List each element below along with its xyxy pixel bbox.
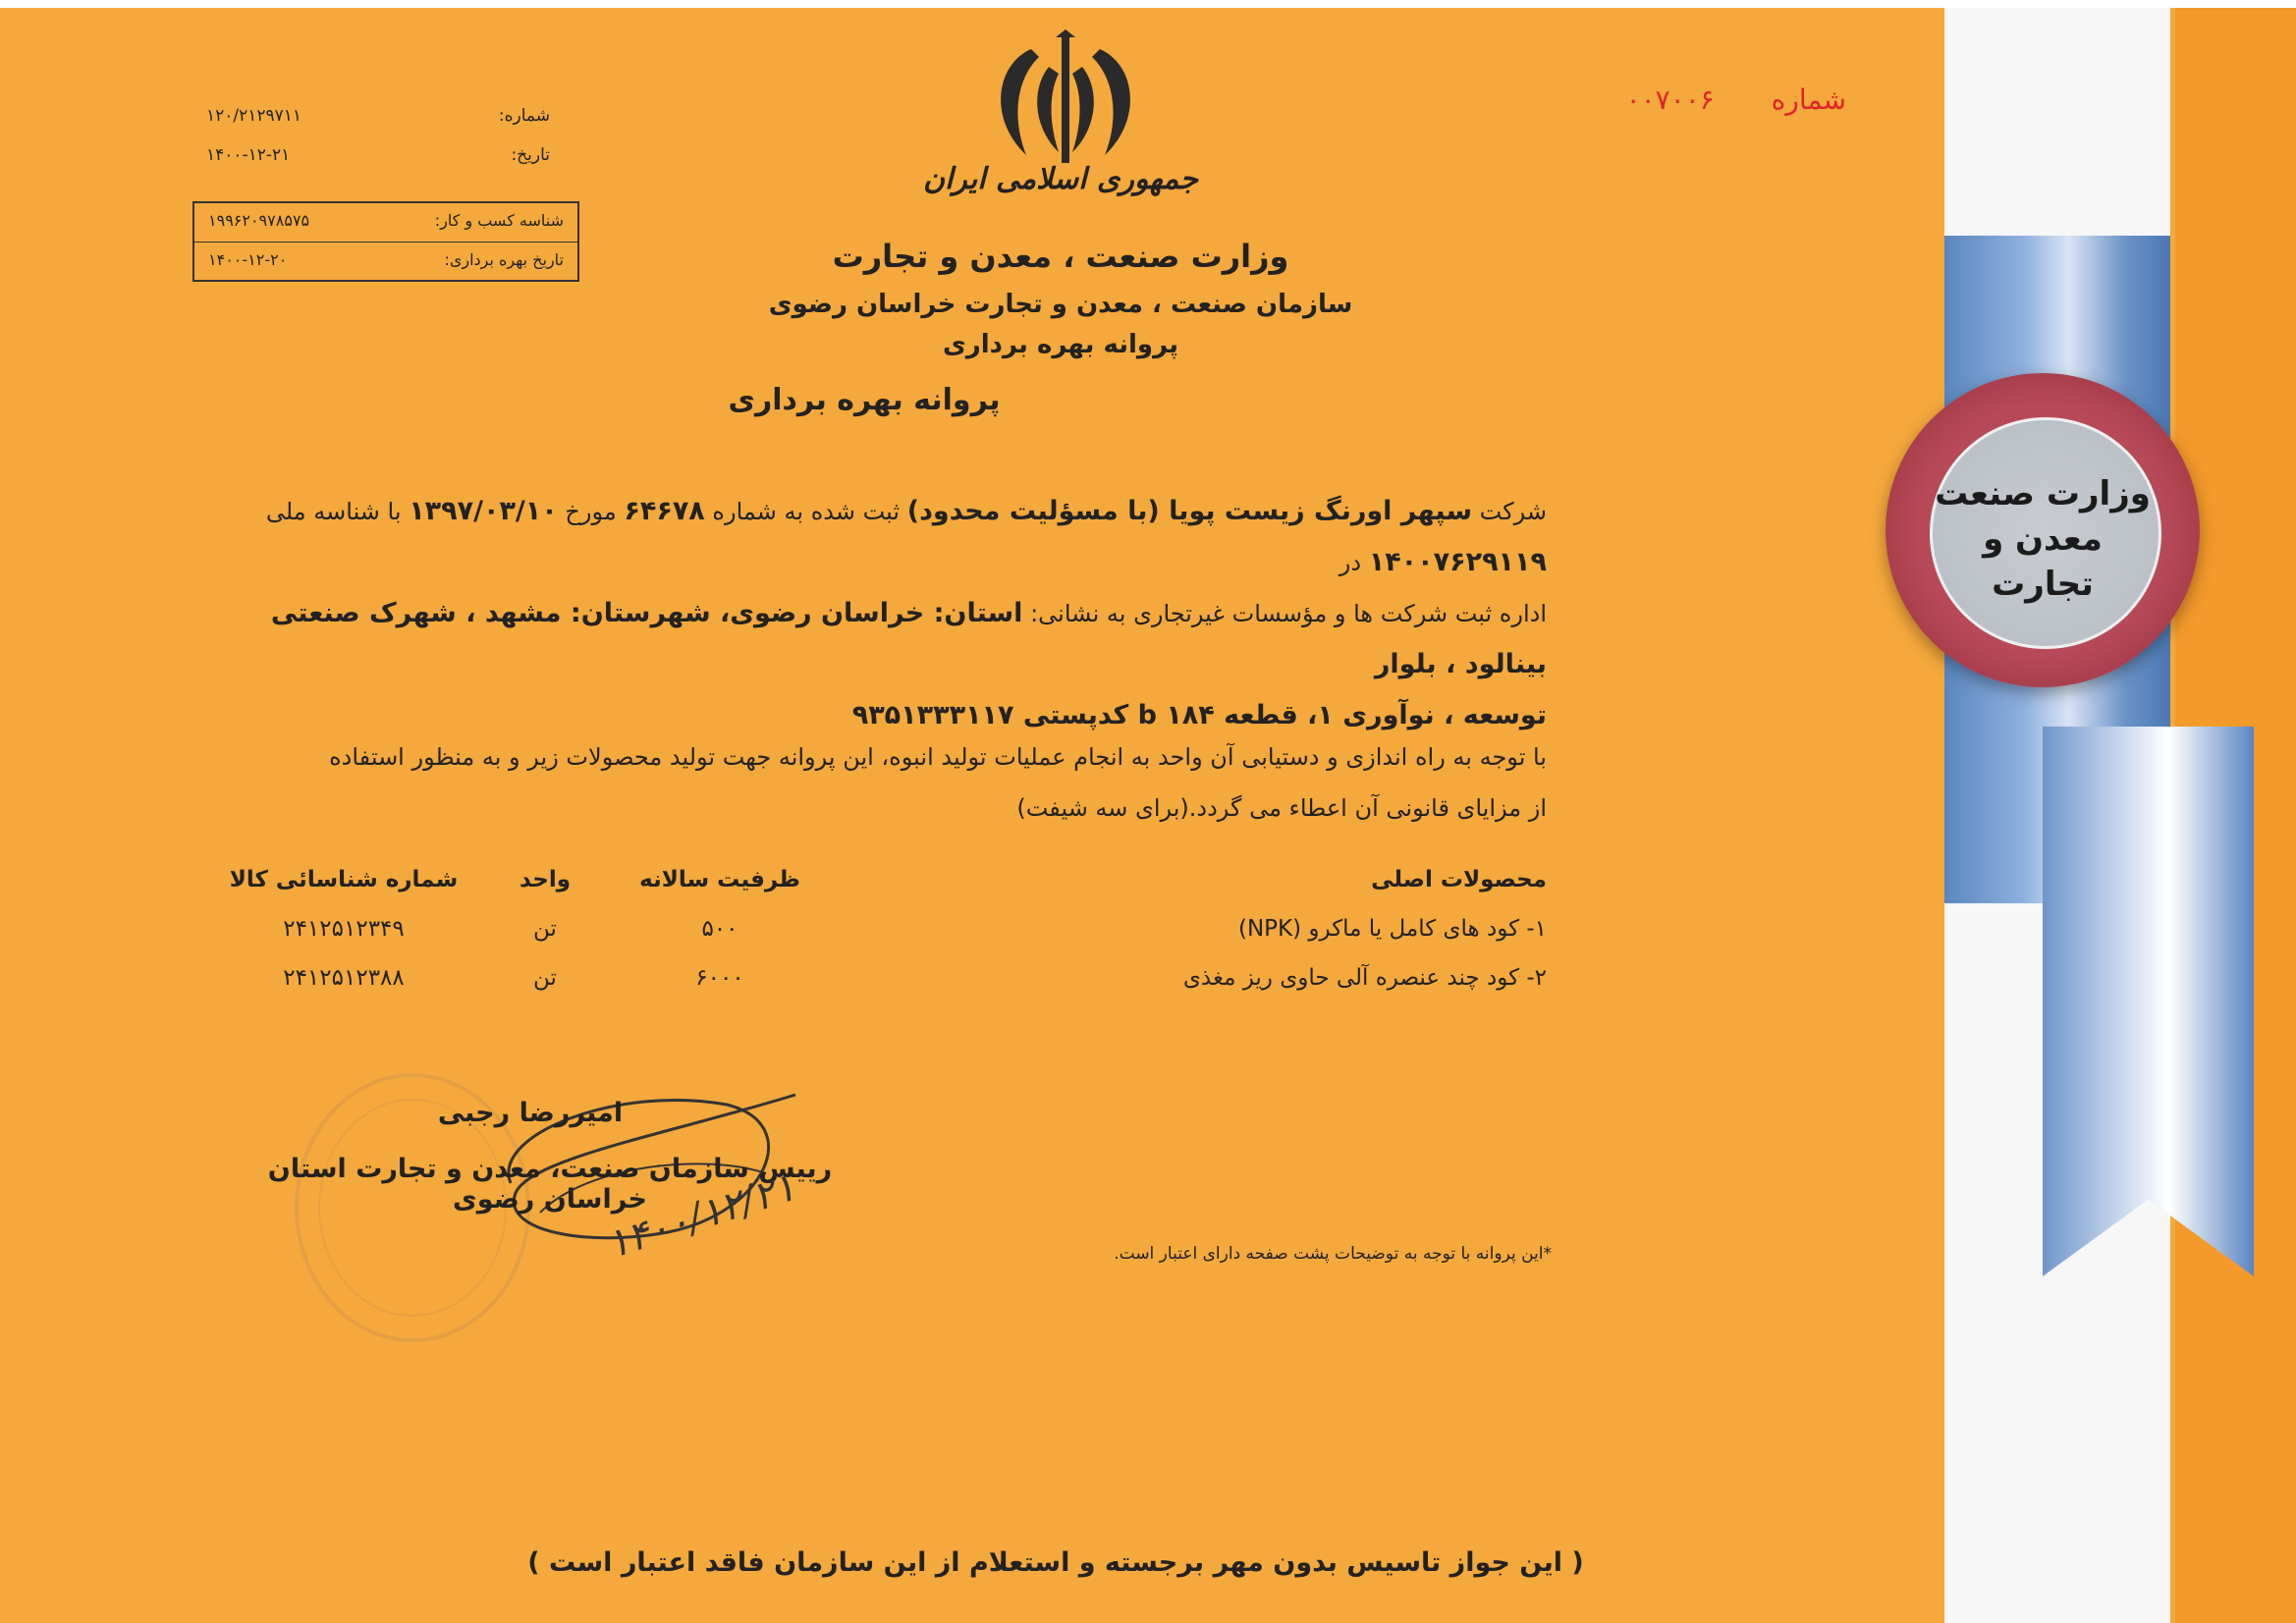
exploitation-date-value: ۱۴۰۰-۱۲-۲۰	[208, 250, 288, 269]
company-prefix: شرکت	[1479, 498, 1547, 525]
national-id: ۱۴۰۰۷۶۲۹۱۱۹	[1368, 547, 1547, 577]
product-row-2-capacity: ۶۰۰۰	[695, 965, 744, 991]
product-row-2-unit: تن	[533, 965, 557, 991]
business-id-value: ۱۹۹۶۲۰۹۷۸۵۷۵	[208, 211, 310, 230]
letter-date-value: ۱۴۰۰-۱۲-۲۱	[206, 145, 291, 165]
ministry-title: وزارت صنعت ، معدن و تجارت	[832, 238, 1289, 275]
serial-value: ۰۰۷۰۰۶	[1625, 83, 1715, 116]
header-unit: واحد	[519, 867, 572, 893]
serial-label: شماره	[1771, 83, 1846, 116]
header-capacity: ظرفیت سالانه	[639, 867, 800, 893]
license-line-2: از مزایای قانونی آن اعطاء می گردد.(برای سه شیفت)	[1016, 794, 1547, 822]
registration-box	[192, 201, 579, 282]
registered-text: ثبت شده به شماره	[712, 498, 901, 525]
products-table	[196, 867, 1547, 1024]
address-line-1: استان: خراسان رضوی، شهرستان: مشهد ، شهرک صنعتی بینالود ، بلوار	[270, 598, 1547, 679]
signatory-position: رییس سازمان صنعت، معدن و تجارت استان خراسان رضوی	[267, 1154, 833, 1215]
company-line-1	[196, 486, 1547, 588]
product-row-1-name: ۱- کود های کامل یا ماکرو (NPK)	[1237, 916, 1547, 942]
footer-disclaimer: ( این جواز تاسیس بدون مهر برجسته و استعلام از این سازمان فاقد اعتبار است )	[527, 1547, 1584, 1578]
signatory-name: امیررضا رجبی	[437, 1098, 624, 1128]
handwritten-date: ۱۴۰۰/۱۲/۲۱	[601, 1163, 801, 1269]
organization-title: سازمان صنعت ، معدن و تجارت خراسان رضوی	[768, 290, 1353, 319]
registration-date: ۱۳۹۷/۰۳/۱۰	[409, 496, 558, 526]
seal-line-1: وزارت صنعت	[1935, 474, 2151, 514]
product-row-2-code: ۲۴۱۲۵۱۲۳۸۸	[283, 965, 405, 991]
emblem-caption: جمهوری اسلامی ایران	[922, 162, 1199, 196]
national-id-text: با شناسه ملی	[265, 498, 402, 525]
letter-number-value: ۱۲۰/۲۱۲۹۷۱۱	[206, 106, 302, 126]
product-row-1-unit: تن	[533, 916, 557, 942]
document-title: پروانه بهره برداری	[728, 383, 1001, 417]
header-code: شماره شناسائی کالا	[229, 867, 459, 893]
document-subtitle: پروانه بهره برداری	[942, 330, 1179, 359]
exploitation-date-row	[194, 242, 577, 280]
company-name: سپهر اورنگ زیست پویا (با مسؤلیت محدود)	[906, 496, 1473, 526]
letter-date-label: تاریخ:	[511, 145, 550, 165]
iran-emblem-icon	[972, 29, 1159, 177]
registration-number: ۶۴۶۷۸	[624, 496, 705, 526]
license-paragraph	[196, 731, 1547, 834]
company-paragraph	[196, 486, 1547, 741]
business-id-label: شناسه کسب و کار:	[434, 211, 564, 230]
address-line-2: توسعه ، نوآوری ۱، قطعه ۱۸۴ b کدپستی ۹۳۵۱۳۳۳۱۱۷	[851, 700, 1547, 730]
dated-text: مورخ	[565, 498, 617, 525]
header-product: محصولات اصلی	[1371, 867, 1547, 893]
product-row-1-code: ۲۴۱۲۵۱۲۳۴۹	[283, 916, 405, 942]
exploitation-date-label: تاریخ بهره برداری:	[444, 250, 564, 269]
business-id-row	[194, 203, 577, 241]
seal-line-2: معدن و تجارت	[1983, 519, 2103, 604]
office-text: اداره ثبت شرکت ها و مؤسسات غیرتجاری به نشانی:	[1030, 600, 1547, 627]
product-row-1-capacity: ۵۰۰	[701, 916, 738, 942]
ministry-seal-text	[1930, 471, 2156, 607]
in-text: در	[1339, 549, 1362, 576]
serial-number	[1571, 83, 1846, 133]
back-page-note: *این پروانه با توجه به توضیحات پشت صفحه دارای اعتبار است.	[1114, 1244, 1552, 1264]
license-line-1: با توجه به راه اندازی و دستیابی آن واحد به انجام عملیات تولید انبوه، این پروانه جهت تولید محصولات زیر و به منظور استفاده	[329, 743, 1547, 771]
product-row-2-name: ۲- کود چند عنصره آلی حاوی ریز مغذی	[1182, 965, 1547, 991]
letter-number-label: شماره:	[498, 106, 550, 126]
blue-ribbon-tail	[2043, 727, 2254, 1276]
company-line-2	[196, 588, 1547, 690]
